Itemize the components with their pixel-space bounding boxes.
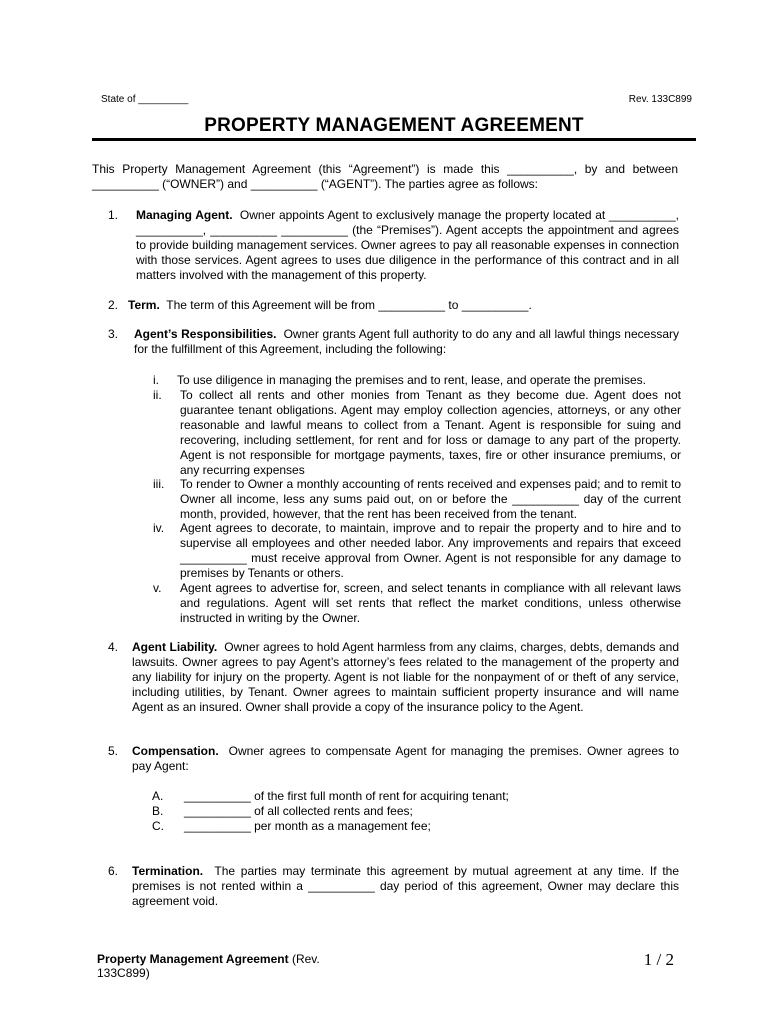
list-item — [153, 373, 681, 388]
document-title: PROPERTY MANAGEMENT AGREEMENT — [204, 115, 584, 136]
section-termination — [132, 864, 679, 909]
section-text: The parties may terminate this agreement by mutual agreement at any time. If the premises is not rented within a __________ day period of this agreement, Owner may declare this agreement void. — [132, 864, 680, 908]
page-number: 1 / 2 — [643, 950, 674, 969]
list-item-text: Agent agrees to advertise for, screen, and select tenants in compliance with all relevant laws and regulations. Agent will set rents that reflect the market conditions, unless otherwise instructed in writing by the Owner. — [180, 581, 681, 625]
list-marker: iii. — [153, 477, 165, 491]
section-number: 2. — [108, 298, 119, 312]
list-item — [153, 388, 681, 478]
revision-number: Rev. 133C899 — [628, 94, 692, 105]
section-number: 3. — [108, 327, 119, 341]
section-term — [128, 298, 679, 313]
section-number: 4. — [108, 640, 119, 654]
section-title: Agent’s Responsibilities. — [134, 327, 277, 341]
section-compensation — [132, 744, 679, 774]
list-marker: B. — [152, 804, 164, 818]
title-underline — [92, 138, 696, 141]
footer-title-text: Property Management Agreement — [97, 952, 289, 966]
list-marker: C. — [152, 819, 164, 833]
list-marker: iv. — [153, 521, 165, 535]
footer-document-title — [97, 952, 357, 980]
section-text: Owner grants Agent full authority to do any and all lawful things necessary for the fulfillment of this Agreement, including the following: — [134, 327, 680, 356]
section-number: 6. — [108, 864, 119, 878]
list-item-text: __________ per month as a management fee; — [184, 819, 431, 833]
list-marker: v. — [153, 581, 162, 595]
section-number: 1. — [108, 208, 119, 222]
section-managing-agent — [136, 208, 679, 283]
list-item — [153, 581, 681, 626]
list-marker: ii. — [153, 388, 162, 402]
intro-paragraph: This Property Management Agreement (this “Agreement”) is made this __________, by and between __________ (“OWNER”) and __________ (“AGENT”). The parties agree as follows: — [92, 162, 678, 191]
list-item — [153, 521, 681, 581]
section-title: Agent Liability. — [132, 640, 218, 654]
section-title: Compensation. — [132, 744, 219, 758]
list-item — [153, 477, 681, 522]
section-agent-liability — [132, 640, 679, 715]
list-item — [152, 819, 431, 834]
section-agent-responsibilities — [134, 327, 679, 357]
section-number: 5. — [108, 744, 119, 758]
list-item — [152, 789, 509, 804]
section-title: Term. — [128, 298, 160, 312]
list-item — [152, 804, 413, 819]
section-text: Owner agrees to hold Agent harmless from any claims, charges, debts, demands and lawsuits. Owner agrees to pay Agent’s attorney’s fees related to the management of the property and any liability for injury on the property. Agent is not liable for the nonpayment of or theft of any service, including utilities, by Tenant. Owner agrees to maintain sufficient property insurance and will name Agent as an insured. Owner shall provide a copy of the insurance policy to the Agent. — [132, 640, 680, 714]
section-text: Owner appoints Agent to exclusively manage the property located at __________, __________, __________ __________ (the “Premises”). Agent accepts the appointment and agrees to provide building management services. Owner agrees to pay all reasonable expenses in connection with those services. Agent agrees to uses due diligence in the performance of this contract and in all matters involved with the management of this property. — [136, 208, 679, 282]
list-marker: A. — [152, 789, 164, 803]
list-item-text: __________ of all collected rents and fees; — [184, 804, 413, 818]
state-field: State of _________ — [101, 94, 189, 105]
list-item-text: __________ of the first full month of rent for acquiring tenant; — [184, 789, 509, 803]
section-text: The term of this Agreement will be from __________ to __________. — [166, 298, 532, 312]
list-marker: i. — [153, 373, 159, 387]
list-item-text: Agent agrees to decorate, to maintain, improve and to repair the property and to hire and to supervise all employees and other needed labor. Any improvements and repairs that exceed __________ must receive approval from Owner. Agent is not responsible for any damage to premises by Tenants or others. — [180, 521, 681, 580]
section-title: Termination. — [132, 864, 204, 878]
footer-revision: (Rev. 133C899) — [97, 952, 320, 980]
list-item-text: To use diligence in managing the premises and to rent, lease, and operate the premises. — [177, 373, 646, 387]
section-text: Owner agrees to compensate Agent for managing the premises. Owner agrees to pay Agent: — [132, 744, 680, 773]
list-item-text: To render to Owner a monthly accounting of rents received and expenses paid; and to remit to Owner all income, less any sums paid out, on or before the __________ day of the current month, provided, however, that the rent has been received from the tenant. — [180, 477, 681, 521]
section-title: Managing Agent. — [136, 208, 233, 222]
list-item-text: To collect all rents and other monies from Tenant as they become due. Agent does not guarantee tenant obligations. Agent may employ collection agencies, attorneys, or any other reasonable and lawful means to collect from a Tenant. Agent is responsible for suing and recovering, including settlement, for rent and for loss or damage to any part of the property. Agent is not responsible for mortgage payments, taxes, fire or other insurance premiums, or any recurring expenses — [180, 388, 681, 477]
